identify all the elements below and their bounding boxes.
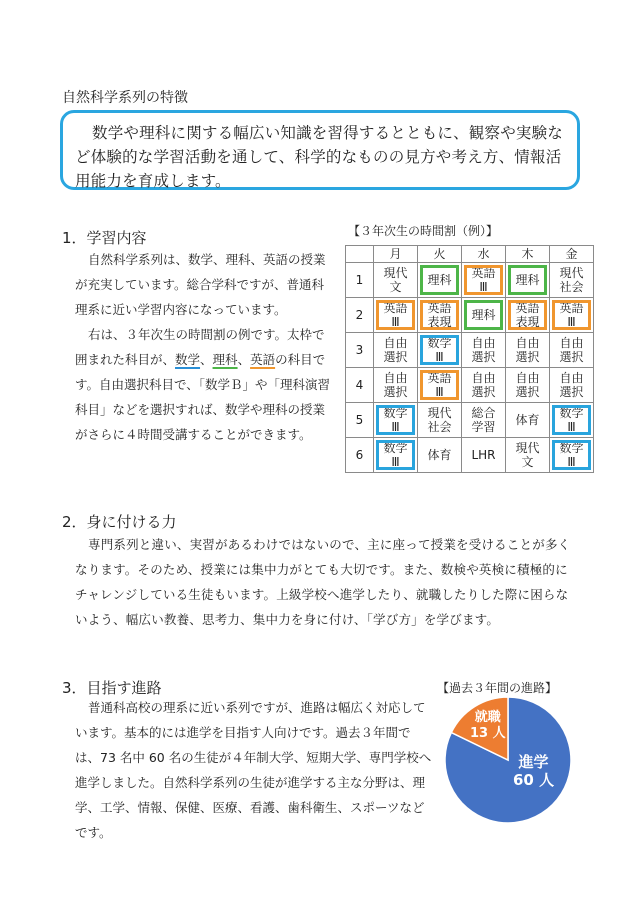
cell-subject: 現代 文	[515, 441, 540, 469]
timetable-cell	[374, 438, 418, 473]
timetable-cell	[374, 368, 418, 403]
pie-label-category: 就職	[474, 710, 501, 725]
highlight-frame-blue	[552, 440, 591, 470]
cell-subject: 自由 選択	[559, 336, 584, 364]
math-keyword: 数学	[175, 352, 201, 367]
pie-label-shingaku	[513, 753, 554, 789]
pie-chart-title: 【過去３年間の進路】	[437, 681, 558, 695]
cell-subject: 現代 文	[383, 266, 408, 294]
timetable-cell	[418, 438, 462, 473]
cell-subject: 自由 選択	[471, 371, 496, 399]
cell-subject: 英語 表現	[515, 301, 540, 329]
cell-subject: 数学 Ⅲ	[383, 406, 408, 434]
highlight-frame-green	[464, 300, 503, 330]
period-number: 5	[346, 403, 374, 438]
timetable-cell	[506, 333, 550, 368]
timetable-cell	[418, 403, 462, 438]
timetable-cell	[550, 298, 594, 333]
cell-subject: 現代 社会	[559, 266, 584, 294]
cell-subject: 自由 選択	[471, 336, 496, 364]
timetable-cell	[374, 263, 418, 298]
timetable-cell	[462, 263, 506, 298]
period-number: 6	[346, 438, 374, 473]
timetable-cell	[506, 438, 550, 473]
timetable-cell	[374, 333, 418, 368]
timetable-cell	[418, 333, 462, 368]
timetable-cell	[462, 368, 506, 403]
timetable-cell	[462, 438, 506, 473]
timetable	[345, 245, 594, 473]
timetable-cell	[506, 403, 550, 438]
cell-subject: 理科	[471, 308, 496, 322]
highlight-frame-blue	[376, 440, 415, 470]
period-number: 2	[346, 298, 374, 333]
science-keyword: 理科	[212, 352, 238, 367]
cell-subject: 英語 Ⅲ	[427, 371, 452, 399]
timetable-row	[346, 263, 594, 298]
cell-subject: 体育	[515, 413, 540, 427]
timetable-cell	[506, 263, 550, 298]
timetable-cell	[506, 298, 550, 333]
cell-subject: 自由 選択	[515, 336, 540, 364]
timetable-cell	[418, 368, 462, 403]
cell-subject: 数学 Ⅲ	[383, 441, 408, 469]
timetable-cell	[374, 403, 418, 438]
period-number: 4	[346, 368, 374, 403]
pie-label-value: 60 人	[513, 771, 555, 789]
cell-subject: 現代 社会	[427, 406, 452, 434]
timetable-cell	[550, 263, 594, 298]
timetable-row	[346, 298, 594, 333]
cell-subject: 体育	[427, 448, 452, 462]
timetable-row	[346, 333, 594, 368]
highlight-frame-orange	[420, 370, 459, 400]
timetable-cell	[462, 403, 506, 438]
section1-paragraph-2: 右は、３年次生の時間割の例です。太枠で囲まれた科目が、数学、理科、英語の科目です。自由選択科目で、「数学Ｂ」や「理科演習科目」などを選択すれば、数学や理科の授業がさらに４時間受講することができます。	[75, 327, 331, 442]
timetable-cell	[374, 298, 418, 333]
timetable-cell	[418, 298, 462, 333]
timetable-row	[346, 368, 594, 403]
pie-label-value: 13 人	[470, 726, 506, 741]
cell-subject: 英語 Ⅲ	[383, 301, 408, 329]
section1-paragraph-1: 自然科学系列は、数学、理科、英語の授業が充実しています。総合学科ですが、普通科理系に近い学習内容になっています。	[75, 252, 326, 317]
timetable-cell	[506, 368, 550, 403]
day-header: 火	[418, 246, 462, 263]
cell-subject: 数学 Ⅲ	[559, 441, 584, 469]
highlight-frame-orange	[464, 265, 503, 295]
intro-box	[60, 110, 580, 190]
pie-label-category: 進学	[518, 753, 549, 771]
highlight-frame-blue	[420, 335, 459, 365]
timetable-header-row	[346, 246, 594, 263]
highlight-frame-green	[508, 265, 547, 295]
cell-subject: 数学 Ⅲ	[559, 406, 584, 434]
cell-subject: 自由 選択	[515, 371, 540, 399]
cell-subject: 数学 Ⅲ	[427, 336, 452, 364]
timetable-row	[346, 403, 594, 438]
highlight-frame-blue	[552, 405, 591, 435]
highlight-frame-blue	[376, 405, 415, 435]
section3-heading: 3．目指す進路	[62, 679, 162, 697]
timetable-cell	[550, 403, 594, 438]
timetable-row	[346, 438, 594, 473]
timetable-cell	[462, 298, 506, 333]
timetable-cell	[550, 438, 594, 473]
timetable-cell	[418, 263, 462, 298]
day-header: 水	[462, 246, 506, 263]
highlight-frame-orange	[508, 300, 547, 330]
day-header: 金	[550, 246, 594, 263]
cell-subject: 自由 選択	[383, 371, 408, 399]
cell-subject: LHR	[471, 448, 496, 462]
page-title: 自然科学系列の特徴	[62, 90, 188, 106]
timetable-cell	[550, 368, 594, 403]
day-header: 月	[374, 246, 418, 263]
section2-paragraph: 専門系列と違い、実習があるわけではないので、主に座って授業を受けることが多くなります。そのため、授業には集中力がとても大切です。また、数検や英検に積極的にチャレンジしている生徒もいます。上級学校へ進学したり、就職したりした際に困らないよう、幅広い教養、思考力、集中力を身に付け、「学び方」を学びます。	[75, 537, 571, 627]
timetable-caption: 【３年次生の時間割（例）】	[348, 224, 499, 238]
cell-subject: 自由 選択	[383, 336, 408, 364]
timetable-cell	[550, 333, 594, 368]
timetable-cell	[462, 333, 506, 368]
highlight-frame-orange	[420, 300, 459, 330]
period-number: 1	[346, 263, 374, 298]
period-number: 3	[346, 333, 374, 368]
highlight-frame-orange	[552, 300, 591, 330]
section3-paragraph: 普通科高校の理系に近い系列ですが、進路は幅広く対応しています。基本的には進学を目指す人向けです。過去３年間では、73 名中 60 名の生徒が４年制大学、短期大学、専門学校へ進学しました。自然科学系列の生徒が進学する主な分野は、理学、工学、情報、保健、医療、看護、歯科衛生、スポーツなどです。	[75, 700, 432, 840]
intro-text: 数学や理科に関する幅広い知識を習得するとともに、観察や実験など体験的な学習活動を通して、科学的なものの見方や考え方、情報活用能力を育成します。	[75, 124, 564, 190]
highlight-frame-orange	[376, 300, 415, 330]
cell-subject: 自由 選択	[559, 371, 584, 399]
cell-subject: 理科	[515, 273, 540, 287]
day-header: 木	[506, 246, 550, 263]
cell-subject: 英語 表現	[427, 301, 452, 329]
timetable-corner	[346, 246, 374, 263]
english-keyword: 英語	[250, 352, 276, 367]
cell-subject: 英語 Ⅲ	[471, 266, 496, 294]
highlight-frame-green	[420, 265, 459, 295]
cell-subject: 英語 Ⅲ	[559, 301, 584, 329]
pie-label-shushoku	[470, 710, 506, 742]
cell-subject: 総合 学習	[471, 406, 496, 434]
section2-heading: 2．身に付ける力	[62, 513, 177, 531]
section1-heading: 1．学習内容	[62, 229, 147, 247]
cell-subject: 理科	[427, 273, 452, 287]
